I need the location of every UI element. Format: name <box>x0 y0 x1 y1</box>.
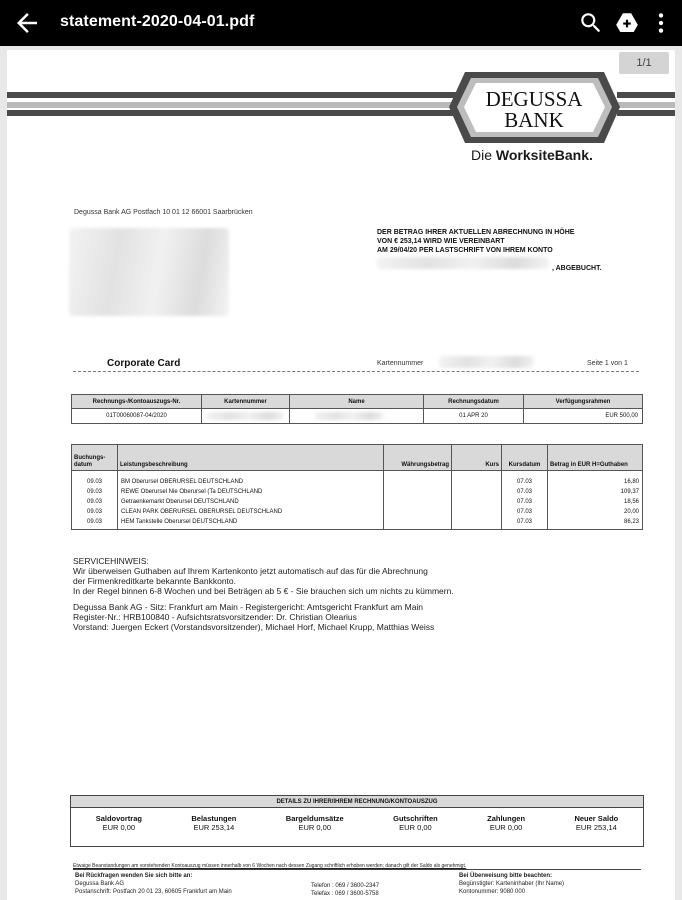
footnote: Etwaige Beanstandungen am vorstehenden Kontoauszug müssen innerhalb von 6 Wochen nach dessen Zugang schriftlich erhoben werden; danach gilt der Saldo als genehmigt. <box>73 863 467 869</box>
transaction-row: 09.03 HEM Tankstelle Oberursel DEUTSCHLAND 07.03 86,23 <box>72 517 643 530</box>
table-header: Währungsbetrag <box>384 445 452 471</box>
page-count: Seite 1 von 1 <box>587 360 628 367</box>
document-title: statement-2020-04-01.pdf <box>60 13 255 30</box>
logo-line2: BANK <box>504 108 564 132</box>
summary-column: Belastungen EUR 253,14 <box>191 814 237 832</box>
transaction-row: 09.03 REWE Oberursel Nie Oberursel (Ta DEUTSCHLAND 07.03 109,37 <box>72 487 643 497</box>
letterhead-stripe <box>617 102 675 108</box>
more-vert-icon[interactable] <box>648 10 674 36</box>
table-cell: 01T00060087-04/2020 <box>72 409 202 424</box>
table-header: Rechnungs-/Kontoauszugs-Nr. <box>72 395 202 409</box>
table-cell <box>290 409 424 424</box>
table-row <box>72 409 643 424</box>
table-header: Kursdatum <box>502 445 548 471</box>
redacted-address <box>69 228 229 316</box>
page-indicator: 1/1 <box>619 52 669 74</box>
summary-column: Zahlungen EUR 0,00 <box>487 814 526 832</box>
summary-column: Bargeldumsätze EUR 0,00 <box>285 814 344 832</box>
letterhead-stripe <box>7 102 457 108</box>
transaction-row: 09.03 BM Oberursel OBERURSEL DEUTSCHLAND 07.03 16,80 <box>72 471 643 488</box>
letterhead-stripe <box>617 110 675 116</box>
redacted-account <box>377 257 549 269</box>
logo-line1: DEGUSSA <box>485 87 583 111</box>
statement-info-table <box>71 394 643 424</box>
table-header: Verfügungsrahmen <box>524 395 643 409</box>
search-icon[interactable] <box>578 10 604 36</box>
letterhead-stripe <box>7 92 457 98</box>
service-notice: SERVICEHINWEIS: Wir überweisen Guthaben auf Ihrem Kartenkonto jetzt automatisch auf das für die Abrechnung der Firmenkreditkarte bekannte Bankkonto. In der Regel binnen 6-8 Wochen und bei Beträgen ab 5 € - Sie brauchen sich um nichts zu kümmern. <box>73 556 454 596</box>
table-cell: EUR 500,00 <box>524 409 643 424</box>
letterhead-stripe <box>617 92 675 98</box>
table-header: Name <box>290 395 424 409</box>
transactions-table <box>71 444 643 530</box>
table-header: Kurs <box>452 445 502 471</box>
table-header: Leistungsbeschreibung <box>118 445 384 471</box>
degussa-bank-logo <box>447 70 622 145</box>
summary-column: Gutschriften EUR 0,00 <box>393 814 438 832</box>
legal-info: Degussa Bank AG - Sitz: Frankfurt am Main - Registergericht: Amtsgericht Frankfurt am Main Register-Nr.: HRB100840 - Aufsichtsratsvorsitzender: Dr. Christian Olearius Vorstand: Juergen Eckert (Vorstandsvorsitzender), Michael Horf, Michael Krupp, Matthias Weiss <box>73 602 435 632</box>
table-header: Rechnungsdatum <box>424 395 524 409</box>
contact-footer: Bei Rückfragen wenden Sie sich bitte an: Degussa Bank AG Postanschrift: Postfach 20 01 23, 60605 Frankfurt am Main Telefon : 069 / 3600-2347 Telefax : 069 / 3600-5758 Bei Überweisung bitte beachten: Begünstigter: Karteninhaber (Ihr Name) Kontonummer: 9080 000 <box>73 869 641 900</box>
pdf-page <box>7 50 675 900</box>
pdf-viewer[interactable] <box>0 46 682 900</box>
table-cell <box>202 409 290 424</box>
arrow-back-icon[interactable] <box>12 8 42 38</box>
drive-add-icon[interactable] <box>614 10 640 36</box>
tagline: Die WorksiteBank. <box>471 147 593 163</box>
table-header: Betrag in EUR H=Guthaben <box>548 445 643 471</box>
debit-notice: DER BETRAG IHRER AKTUELLEN ABRECHNUNG IN HÖHE VON € 253,14 WIRD WIE VEREINBART AM 29/04/20 PER LASTSCHRIFT VON IHREM KONTO , ABGEBUCHT. <box>377 229 602 272</box>
app-bar <box>0 0 682 46</box>
balance-summary <box>70 795 644 847</box>
divider <box>73 371 639 372</box>
sender-line: Degussa Bank AG Postfach 10 01 12 66001 Saarbrücken <box>74 209 253 216</box>
transaction-row: 09.03 Getraenkemarkt Oberursel DEUTSCHLAND 07.03 18,56 <box>72 497 643 507</box>
summary-heading: DETAILS ZU IHRER/IHREM RECHNUNG/KONTOAUSZUG <box>71 796 643 808</box>
redacted-card-number <box>439 356 534 368</box>
table-header: Buchungs-datum <box>72 445 118 471</box>
transaction-row: 09.03 CLEAN PARK OBERURSEL OBERURSEL DEUTSCHLAND 07.03 20,00 <box>72 507 643 517</box>
summary-column: Saldovortrag EUR 0,00 <box>95 814 142 832</box>
letterhead-stripe <box>7 110 457 116</box>
table-cell: 01 APR 20 <box>424 409 524 424</box>
summary-column: Neuer Saldo EUR 253,14 <box>574 814 619 832</box>
card-title: Corporate Card <box>107 358 181 369</box>
card-number-label: Kartennummer <box>377 360 424 367</box>
table-header: Kartennummer <box>202 395 290 409</box>
